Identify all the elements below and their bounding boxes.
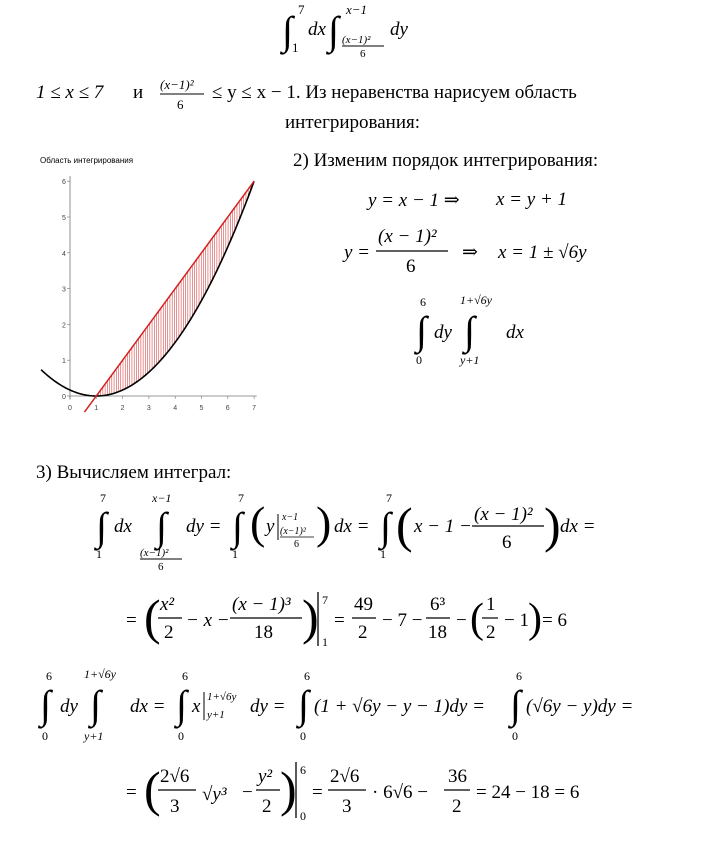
e-integral-sign: ∫	[510, 682, 521, 727]
row2-r-eq: =	[334, 610, 345, 631]
c-sub-bot: y+1	[207, 709, 225, 721]
c-sub-den: 6	[294, 539, 299, 550]
e-lower: 0	[512, 729, 518, 743]
c-dx: dx =	[334, 516, 370, 537]
row4-rparen: )	[280, 761, 297, 817]
eval-lower: 1	[322, 635, 328, 649]
eq2-num: (x − 1)²	[378, 226, 437, 247]
f1-num: 2√6	[160, 766, 190, 787]
x-tick-label: 2	[120, 405, 125, 412]
d-num: (x − 1)²	[474, 504, 533, 525]
x-tick-label: 3	[146, 405, 151, 412]
eval-upper: 6	[300, 763, 306, 777]
a-upper: 6	[46, 669, 52, 683]
x-tick-label: 5	[199, 405, 204, 412]
r1-num: 49	[354, 594, 373, 615]
inner-lower-limit: y+1	[460, 353, 480, 367]
c-upper: 6	[182, 669, 188, 683]
eq2-right: x = 1 ± √6y	[498, 242, 587, 263]
eval-lower: 0	[300, 809, 306, 823]
x-tick-label: 4	[173, 405, 178, 412]
b-lower-den: 6	[158, 561, 164, 573]
b-upper: x−1	[152, 491, 172, 505]
upper-limit: 7	[298, 2, 305, 17]
step2-heading: 2) Изменим порядок интегрирования:	[293, 150, 599, 171]
bounds-x: 1 ≤ x ≤ 7	[36, 82, 104, 103]
a-lower: 1	[96, 547, 102, 561]
y-tick-label: 3	[62, 286, 66, 294]
calc-row-3	[36, 664, 676, 744]
c-rparen: )	[316, 497, 332, 548]
f2-den: 18	[254, 622, 273, 643]
b-lower: y+1	[84, 729, 104, 743]
row2-minus7: − 7 −	[382, 610, 423, 631]
bounds-text-cont: интегрирования:	[285, 112, 421, 133]
integral-sign-inner: ∫	[464, 308, 475, 353]
c-lower: 1	[232, 547, 238, 561]
y-tick-label: 6	[62, 179, 66, 187]
fraction-numerator: (x−1)²	[160, 77, 194, 92]
row2-r-lparen: (	[470, 596, 484, 642]
row4-minus: −	[242, 782, 253, 803]
eq2-left: y =	[344, 242, 371, 263]
calc-row-1	[90, 488, 610, 574]
f1-num: x²	[160, 594, 175, 615]
c-integral-sign: ∫	[232, 504, 243, 549]
inner-upper-limit: x−1	[346, 2, 368, 17]
row4-r-eq: =	[312, 782, 323, 803]
a-integral-sign: ∫	[96, 504, 107, 549]
row2-minus: −	[456, 610, 467, 631]
graph-title: Область интегрирования	[40, 156, 134, 165]
e-upper: 6	[516, 669, 522, 683]
r2-den: 18	[428, 622, 447, 643]
y-tick-label: 4	[62, 250, 66, 258]
row2-rparen: )	[302, 589, 319, 645]
r1-num: 2√6	[330, 766, 360, 787]
c-lparen: (	[250, 497, 266, 548]
b-lower-num: (x−1)²	[140, 547, 169, 559]
region-graph	[30, 150, 275, 420]
integral-sign: ∫	[282, 8, 293, 53]
conjunction: и	[133, 82, 144, 103]
inner-lower-den: 6	[360, 48, 366, 60]
eq2-arrow: ⇒	[462, 242, 478, 263]
x-tick-label: 6	[225, 405, 230, 412]
d-lower: 1	[380, 547, 386, 561]
r2-num: 36	[448, 766, 467, 787]
c-sub-num: (x−1)²	[280, 526, 306, 537]
b-integral-sign: ∫	[90, 682, 101, 727]
f1-den: 2	[164, 622, 174, 643]
a-integral-sign: ∫	[40, 682, 51, 727]
c-sub-top: x−1	[282, 512, 299, 523]
d-integral-sign: ∫	[298, 682, 309, 727]
c-body: y	[266, 516, 275, 537]
inner-lower-num: (x−1)²	[342, 34, 371, 46]
y-tick-label: 0	[62, 394, 66, 401]
root: √y³	[202, 784, 227, 805]
d-lower: 0	[300, 729, 306, 743]
r1-den: 2	[358, 622, 368, 643]
f2-num: y²	[258, 766, 273, 787]
c-upper: 7	[238, 491, 244, 505]
r3-den: 2	[486, 622, 496, 643]
integral-sign: ∫	[416, 308, 427, 353]
b-dy: dy =	[186, 516, 222, 537]
y-tick-label: 2	[62, 322, 66, 330]
r3-tail: − 1	[504, 610, 529, 631]
line-y-x-minus-1	[84, 181, 257, 412]
swapped-integral	[410, 290, 550, 372]
c-dy: dy =	[250, 696, 286, 717]
a-lower: 0	[42, 729, 48, 743]
row4-dot: · 6√6 −	[372, 782, 428, 803]
d-den: 6	[502, 532, 512, 553]
dy-text: dy	[390, 19, 408, 40]
row4-result: = 24 − 18 = 6	[476, 782, 580, 803]
f2-num: (x − 1)³	[232, 594, 291, 615]
r2-den: 2	[452, 796, 462, 817]
row2-mid: − x −	[186, 610, 230, 631]
x-tick-label: 7	[252, 405, 257, 412]
row4-eq: =	[126, 782, 137, 803]
d-integral-sign: ∫	[380, 504, 391, 549]
eq1-left: y = x − 1 ⇒	[368, 190, 460, 211]
r3-num: 1	[486, 594, 496, 615]
step3-heading: 3) Вычисляем интеграл:	[36, 462, 232, 483]
d-upper: 6	[304, 669, 310, 683]
c-body: x	[192, 696, 201, 717]
bound-fraction	[158, 76, 210, 116]
b-upper: 1+√6y	[84, 667, 117, 681]
fraction-denominator: 6	[177, 97, 184, 112]
eq1-right: x = y + 1	[496, 189, 568, 210]
e-body: (√6y − y)dy =	[526, 696, 634, 717]
row2-result: = 6	[542, 610, 567, 631]
c-lower: 0	[178, 729, 184, 743]
dx-text: dx	[506, 322, 524, 343]
y-tick-label: 1	[62, 358, 66, 366]
lower-limit: 0	[416, 353, 422, 367]
d-upper: 7	[386, 491, 392, 505]
y-tick-label: 5	[62, 215, 66, 222]
lower-limit: 1	[292, 40, 299, 55]
eval-upper: 7	[322, 593, 328, 607]
f2-den: 2	[262, 796, 272, 817]
r2-num: 6³	[430, 594, 446, 615]
a-dx: dx	[114, 516, 132, 537]
formula-top	[280, 0, 440, 62]
upper-limit: 6	[420, 295, 426, 309]
b-dx: dx =	[130, 696, 166, 717]
x-tick-label: 0	[68, 405, 72, 412]
a-dy: dy	[60, 696, 78, 717]
integral-sign-inner: ∫	[328, 8, 339, 53]
eq2-den: 6	[406, 256, 416, 277]
row2-eq: =	[126, 610, 137, 631]
dy-text: dy	[434, 322, 452, 343]
d-body: (1 + √6y − y − 1)dy =	[314, 696, 485, 717]
d-dx: dx =	[560, 516, 596, 537]
dx-text: dx	[308, 19, 326, 40]
calc-row-2	[120, 586, 580, 652]
calc-row-4	[120, 756, 580, 826]
eq2	[340, 224, 610, 278]
d-lparen: (	[396, 497, 413, 553]
row4-lparen: (	[144, 761, 161, 817]
d-rparen: )	[544, 497, 561, 553]
c-sub-top: 1+√6y	[207, 691, 237, 703]
f1-den: 3	[170, 796, 180, 817]
x-tick-label: 1	[94, 405, 99, 412]
d-body: x − 1 −	[414, 516, 472, 537]
row2-lparen: (	[144, 589, 161, 645]
a-upper: 7	[100, 491, 106, 505]
r1-den: 3	[342, 796, 352, 817]
c-integral-sign: ∫	[176, 682, 187, 727]
bounds-text: ≤ y ≤ x − 1. Из неравенства нарисуем область	[212, 82, 577, 103]
b-integral-sign: ∫	[156, 504, 167, 549]
inner-upper-limit: 1+√6y	[460, 293, 493, 307]
row2-r-rparen: )	[528, 596, 542, 642]
